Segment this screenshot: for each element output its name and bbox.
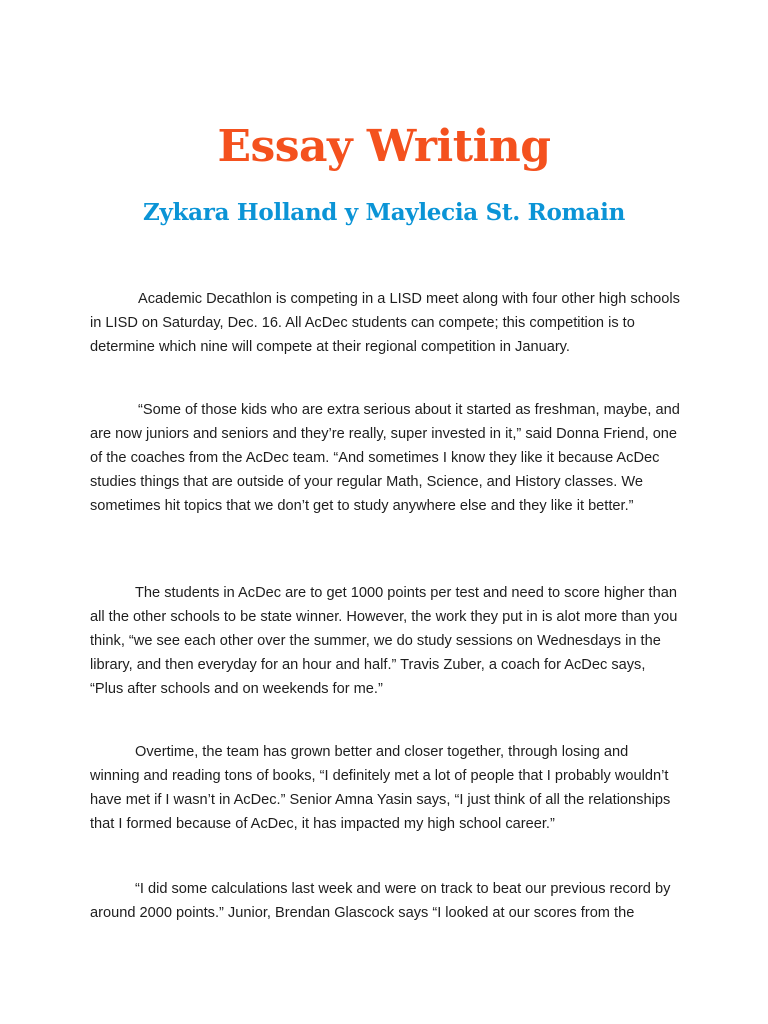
document-subtitle: Zykara Holland y Maylecia St. Romain [142,199,625,226]
body-paragraph: Academic Decathlon is competing in a LISD meet along with four other high schools in LISD on Saturday, Dec. 16. All AcDec students can compete; this competition is to determine which nine will compete at their regional competition in January. [90,291,680,356]
document-title: Essay Writing [217,121,551,172]
body-paragraph: The students in AcDec are to get 1000 points per test and need to score higher than all the other schools to be state winner. However, the work they put in is alot more than you think, “we see each other over the summer, we do study sessions on Wednesdays in the library, and then everyday for an hour and half.” Travis Zuber, a coach for AcDec says, “Plus after schools and on weekends for me.” [90,585,678,698]
body-paragraph: “Some of those kids who are extra serious about it started as freshman, maybe, and are now juniors and seniors and they’re really, super invested in it,” said Donna Friend, one of the coaches from the AcDec team. “And sometimes I know they like it because AcDec studies things that are outside of your regular Math, Science, and History classes. We sometimes hit topics that we don’t get to study anywhere else and they like it better.” [90,402,680,515]
body-paragraph: Overtime, the team has grown better and closer together, through losing and winning and reading tons of books, “I definitely met a lot of people that I probably wouldn’t have met if I wasn’t in AcDec.” Senior Amna Yasin says, “I just think of all the relationships that I formed because of AcDec, it has impacted my high school career.” [90,744,671,833]
body-paragraph: “I did some calculations last week and were on track to beat our previous record by around 2000 points.” Junior, Brendan Glascock says “I looked at our scores from the [90,881,671,922]
